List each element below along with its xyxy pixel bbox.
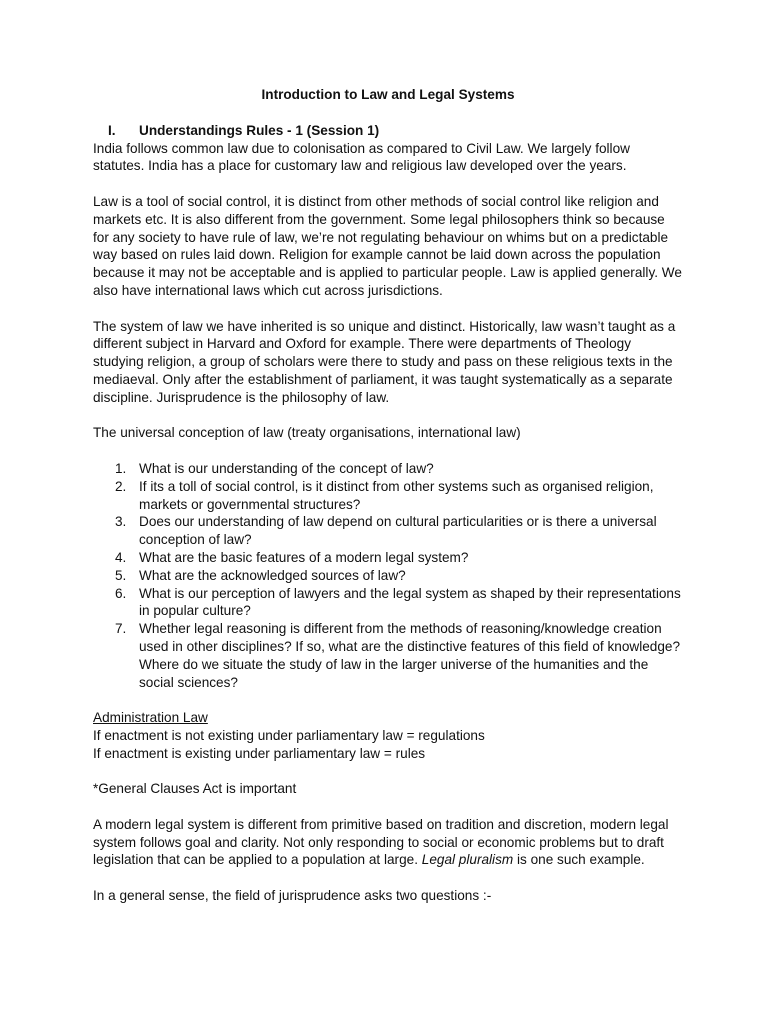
spacer: [93, 762, 683, 780]
list-text: What is our understanding of the concept of law?: [139, 460, 434, 476]
administration-law-line-2: If enactment is existing under parliamentary law = rules: [93, 745, 426, 761]
list-text: What are the basic features of a modern legal system?: [139, 549, 469, 565]
list-number: 3.: [115, 514, 127, 530]
paragraph-common-law: India follows common law due to colonisation as compared to Civil Law. We largely follow statutes. India has a place for customary law and religious law developed over the years.: [93, 140, 630, 174]
list-number: 6.: [115, 585, 127, 601]
modern-text-before: A modern legal system is different from primitive based on tradition and discretion, modern legal system follows goal and clarity. Not only responding to social or economic problems but to draft legislation that can be applied to a population at large.: [93, 816, 669, 868]
list-item: [93, 478, 683, 514]
list-item: [93, 567, 683, 585]
questions-list: [93, 460, 683, 691]
administration-law-line-1: If enactment is not existing under parliamentary law = regulations: [93, 727, 485, 743]
list-number: 1.: [115, 460, 127, 476]
list-item: [93, 460, 683, 478]
general-clauses-note: *General Clauses Act is important: [93, 781, 297, 797]
list-text: Does our understanding of law depend on cultural particularities or is there a universal conception of law?: [139, 514, 657, 548]
list-number: 2.: [115, 478, 127, 494]
list-text: What are the acknowledged sources of law?: [139, 567, 406, 583]
section-number: I.: [108, 122, 116, 138]
paragraph-universal-conception: The universal conception of law (treaty organisations, international law): [93, 425, 521, 441]
list-item: [93, 513, 683, 549]
section-title: Understandings Rules - 1 (Session 1): [139, 122, 380, 138]
paragraph-social-control: Law is a tool of social control, it is distinct from other methods of social control like religion and markets etc. It is also different from the government. Some legal philosophers think so because for any society to have rule of law, we’re not regulating behaviour on whims but on a predictable way based on rules laid down. Religion for example cannot be laid down across the population because it may not be acceptable and is applied to particular people. Law is applied generally. We also have international laws which cut across jurisdictions.: [93, 193, 682, 298]
list-item: [93, 585, 683, 621]
document-title: Introduction to Law and Legal Systems: [261, 87, 515, 102]
list-text: What is our perception of lawyers and the legal system as shaped by their representations in popular culture?: [139, 585, 681, 619]
administration-law-heading: Administration Law: [93, 710, 208, 726]
paragraph-modern-legal-system: [93, 816, 683, 869]
list-number: 4.: [115, 549, 127, 565]
section-heading: [93, 122, 683, 140]
list-text: Whether legal reasoning is different from the methods of reasoning/knowledge creation used in other disciplines? If so, what are the distinctive features of this field of knowledge? Where do we situate the study of law in the larger universe of the humanities and the social sciences?: [139, 621, 681, 690]
modern-text-after: is one such example.: [513, 852, 645, 868]
list-item: [93, 549, 683, 567]
list-text: If its a toll of social control, is it distinct from other systems such as organised religion, markets or governmental structures?: [139, 478, 654, 512]
list-item: [93, 620, 683, 691]
list-number: 7.: [115, 621, 127, 637]
list-number: 5.: [115, 567, 127, 583]
legal-pluralism-term: Legal pluralism: [421, 852, 514, 868]
administration-law-block: [93, 709, 683, 762]
document-page: [93, 86, 683, 923]
paragraph-closing: In a general sense, the field of jurisprudence asks two questions :-: [93, 888, 492, 904]
paragraph-history: The system of law we have inherited is so unique and distinct. Historically, law wasn’t taught as a different subject in Harvard and Oxford for example. There were departments of Theology studying religion, a group of scholars were there to study and pass on these religious texts in the mediaeval. Only after the establishment of parliament, it was taught systematically as a separate discipline. Jurisprudence is the philosophy of law.: [93, 318, 676, 405]
